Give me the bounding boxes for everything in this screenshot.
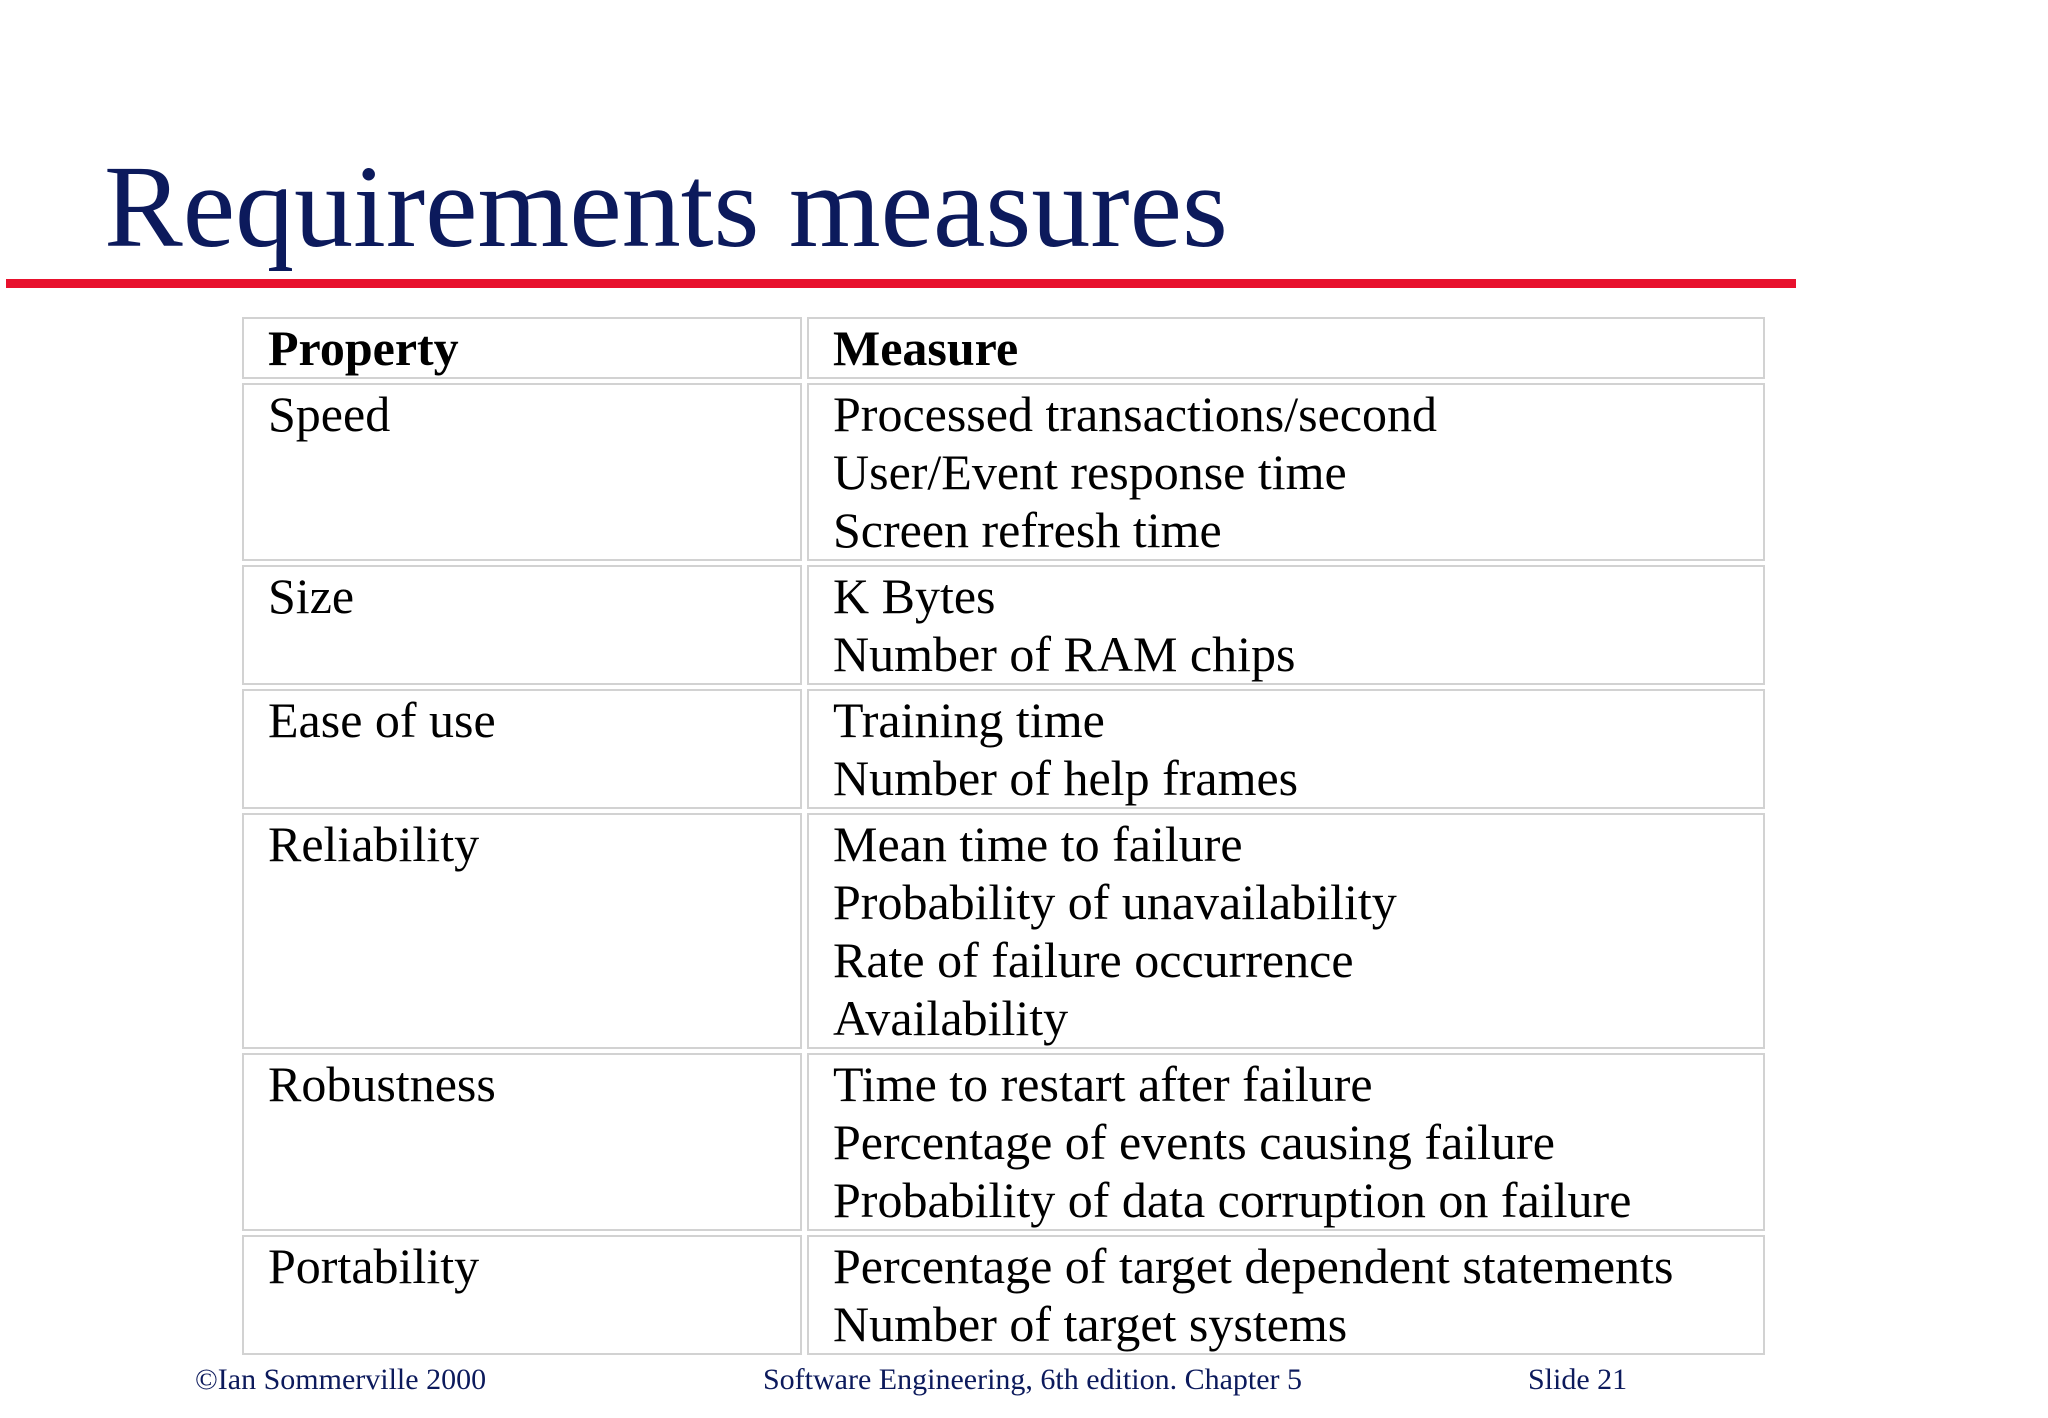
measure-item: User/Event response time bbox=[833, 444, 1347, 500]
requirements-measures-table-container bbox=[237, 313, 1770, 1359]
property-cell bbox=[242, 689, 802, 809]
measure-item: Training time bbox=[833, 692, 1105, 748]
measure-item: Percentage of target dependent statements bbox=[833, 1238, 1674, 1294]
property-label: Robustness bbox=[268, 1056, 496, 1112]
footer-book-title: Software Engineering, 6th edition. Chapter 5 bbox=[763, 1363, 1303, 1396]
property-label: Reliability bbox=[268, 816, 480, 872]
table-row bbox=[242, 813, 1765, 1049]
table-row bbox=[242, 565, 1765, 685]
measure-item: Processed transactions/second bbox=[833, 386, 1438, 442]
property-cell bbox=[242, 1235, 802, 1355]
property-cell bbox=[242, 565, 802, 685]
property-label: Speed bbox=[268, 386, 391, 442]
property-label: Ease of use bbox=[268, 692, 496, 748]
measure-item: Screen refresh time bbox=[833, 502, 1222, 558]
header-property: Property bbox=[242, 317, 802, 379]
header-measure: Measure bbox=[807, 317, 1765, 379]
measure-cell bbox=[807, 565, 1765, 685]
measure-cell bbox=[807, 1235, 1765, 1355]
footer-copyright: ©Ian Sommerville 2000 bbox=[195, 1363, 487, 1396]
measure-item: Probability of unavailability bbox=[833, 874, 1397, 930]
requirements-measures-table bbox=[237, 313, 1770, 1359]
property-cell bbox=[242, 1053, 802, 1231]
property-label: Size bbox=[268, 568, 355, 624]
measure-item: Probability of data corruption on failure bbox=[833, 1172, 1632, 1228]
footer-slide-number: Slide 21 bbox=[1528, 1363, 1628, 1396]
property-cell bbox=[242, 383, 802, 561]
title-underline-rule bbox=[6, 279, 1796, 288]
measure-item: Mean time to failure bbox=[833, 816, 1243, 872]
measure-cell bbox=[807, 1053, 1765, 1231]
table-header-row bbox=[242, 317, 1765, 379]
measure-item: K Bytes bbox=[833, 568, 996, 624]
measure-item: Number of help frames bbox=[833, 750, 1299, 806]
measure-item: Number of RAM chips bbox=[833, 626, 1296, 682]
table-row bbox=[242, 1235, 1765, 1355]
measure-item: Percentage of events causing failure bbox=[833, 1114, 1555, 1170]
property-label: Portability bbox=[268, 1238, 480, 1294]
table-row bbox=[242, 689, 1765, 809]
measure-item: Rate of failure occurrence bbox=[833, 932, 1354, 988]
measure-cell bbox=[807, 813, 1765, 1049]
table-row bbox=[242, 383, 1765, 561]
measure-item: Availability bbox=[833, 990, 1069, 1046]
property-cell bbox=[242, 813, 802, 1049]
measure-item: Number of target systems bbox=[833, 1296, 1348, 1352]
measure-cell bbox=[807, 383, 1765, 561]
slide-title: Requirements measures bbox=[104, 141, 1228, 272]
table-row bbox=[242, 1053, 1765, 1231]
measure-cell bbox=[807, 689, 1765, 809]
measure-item: Time to restart after failure bbox=[833, 1056, 1373, 1112]
